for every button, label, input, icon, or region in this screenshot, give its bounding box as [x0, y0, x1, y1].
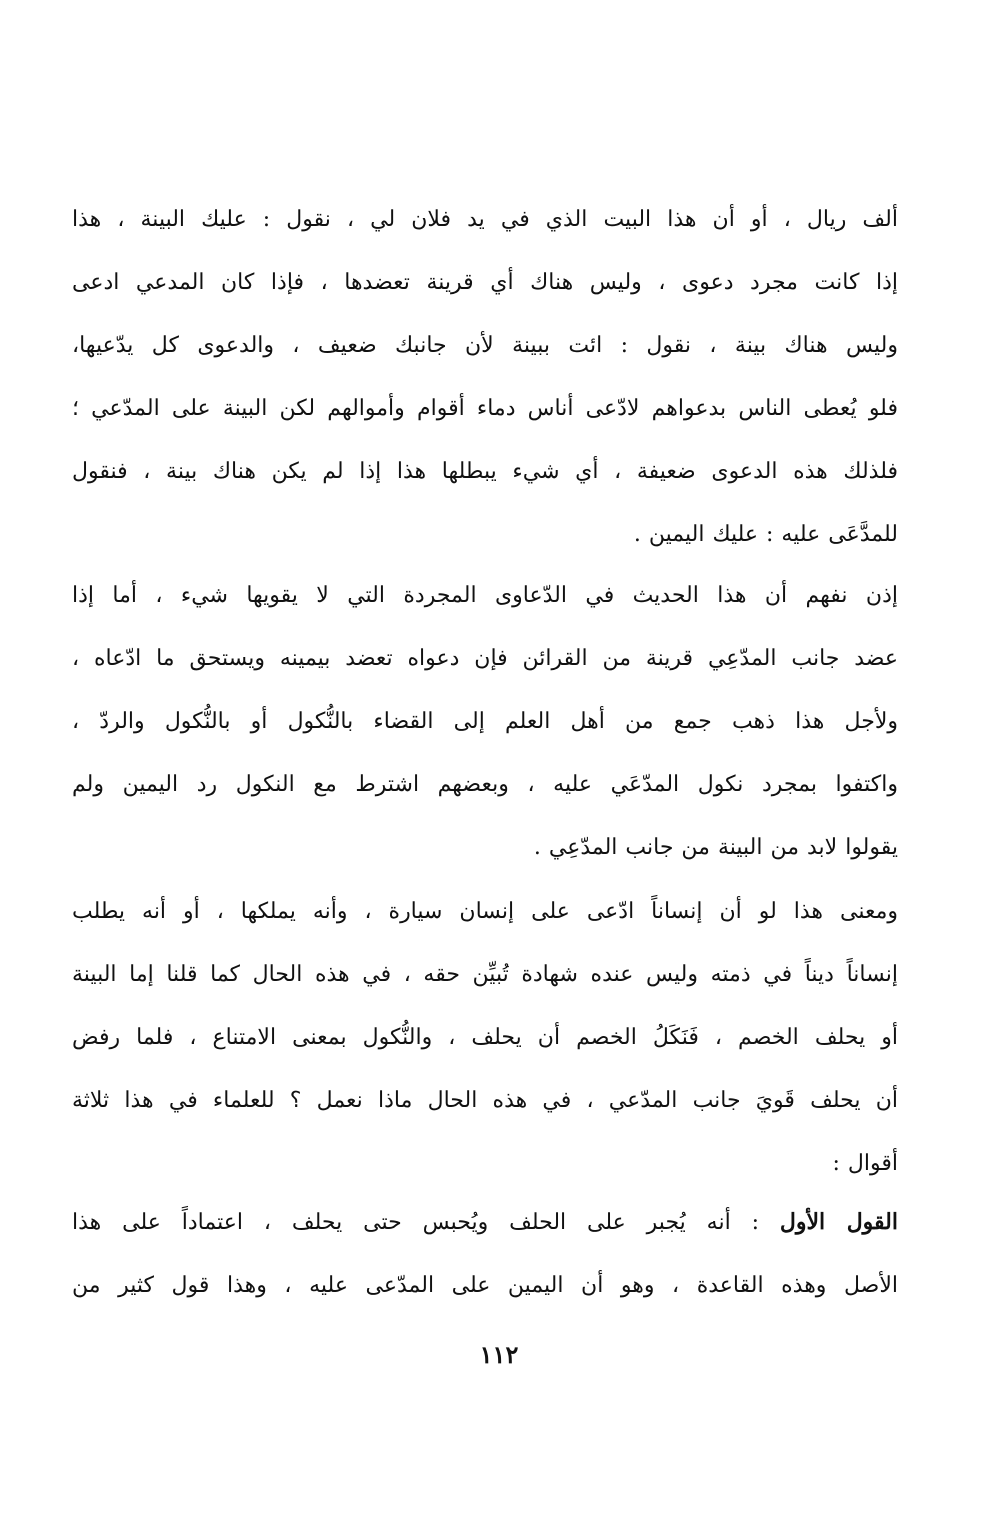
paragraph-line: إذن نفهم أن هذا الحديث في الدّعاوى المجردة التي لا يقويها شيء ، أما إذا — [72, 583, 898, 608]
paragraph-1 — [72, 188, 898, 566]
paragraph-lead-term: القول الأول — [779, 1209, 898, 1235]
paragraph-line: الأصل وهذه القاعدة ، وهو أن اليمين على المدّعى عليه ، وهذا قول كثير من — [72, 1273, 898, 1298]
paragraph-line: ولأجل هذا ذهب جمع من أهل العلم إلى القضاء بالنُّكول أو بالنُّكول والردّ ، — [72, 709, 898, 734]
paragraph-line: عضد جانب المدّعِي قرينة من القرائن فإن دعواه تعضد بيمينه ويستحق ما ادّعاه ، — [72, 646, 898, 671]
paragraph-line: فلذلك هذه الدعوى ضعيفة ، أي شيء يبطلها هذا إذا لم يكن هناك بينة ، فنقول — [72, 459, 898, 484]
paragraph-line: أن يحلف قَويَ جانب المدّعي ، في هذه الحال ماذا نعمل ؟ للعلماء في هذا ثلاثة — [72, 1088, 898, 1113]
paragraph-line: ومعنى هذا لو أن إنساناً ادّعى على إنسان سيارة ، وأنه يملكها ، أو أنه يطلب — [72, 899, 898, 924]
paragraph-4 — [72, 1191, 898, 1317]
paragraph-line: يقولوا لابد من البينة من جانب المدّعِي . — [533, 835, 898, 860]
paragraph-line: ألف ريال ، أو أن هذا البيت الذي في يد فلان لي ، نقول : عليك البينة ، هذا — [72, 207, 898, 232]
paragraph-line: فلو يُعطى الناس بدعواهم لادّعى أناس دماء أقوام وأموالهم لكن البينة على المدّعي ؛ — [72, 396, 898, 421]
paragraph-2 — [72, 564, 898, 879]
paragraph-line: إنساناً ديناً في ذمته وليس عنده شهادة تُبيِّن حقه ، في هذه الحال كما قلنا إما البينة — [72, 962, 898, 987]
page-number: ١١٢ — [479, 1340, 519, 1369]
paragraph-line-rest: : أنه يُجبر على الحلف ويُحبس حتى يحلف ، اعتماداً على هذا — [72, 1210, 780, 1235]
paragraph-line: أو يحلف الخصم ، فَنَكَلُ الخصم أن يحلف ، والنُّكول بمعنى الامتناع ، فلما رفض — [72, 1025, 898, 1050]
paragraph-line — [72, 1191, 898, 1254]
paragraph-3 — [72, 880, 898, 1195]
paragraph-line: وليس هناك بينة ، نقول : ائت ببينة لأن جانبك ضعيف ، والدعوى كل يدّعيها، — [72, 333, 898, 358]
paragraph-line: واكتفوا بمجرد نكول المدّعَي عليه ، وبعضهم اشترط مع النكول رد اليمين ولم — [72, 772, 898, 797]
paragraph-line: أقوال : — [832, 1151, 898, 1176]
paragraph-line: إذا كانت مجرد دعوى ، وليس هناك أي قرينة تعضدها ، فإذا كان المدعي ادعى — [72, 270, 898, 295]
paragraph-line: للمدَّعَى عليه : عليك اليمين . — [633, 522, 898, 547]
